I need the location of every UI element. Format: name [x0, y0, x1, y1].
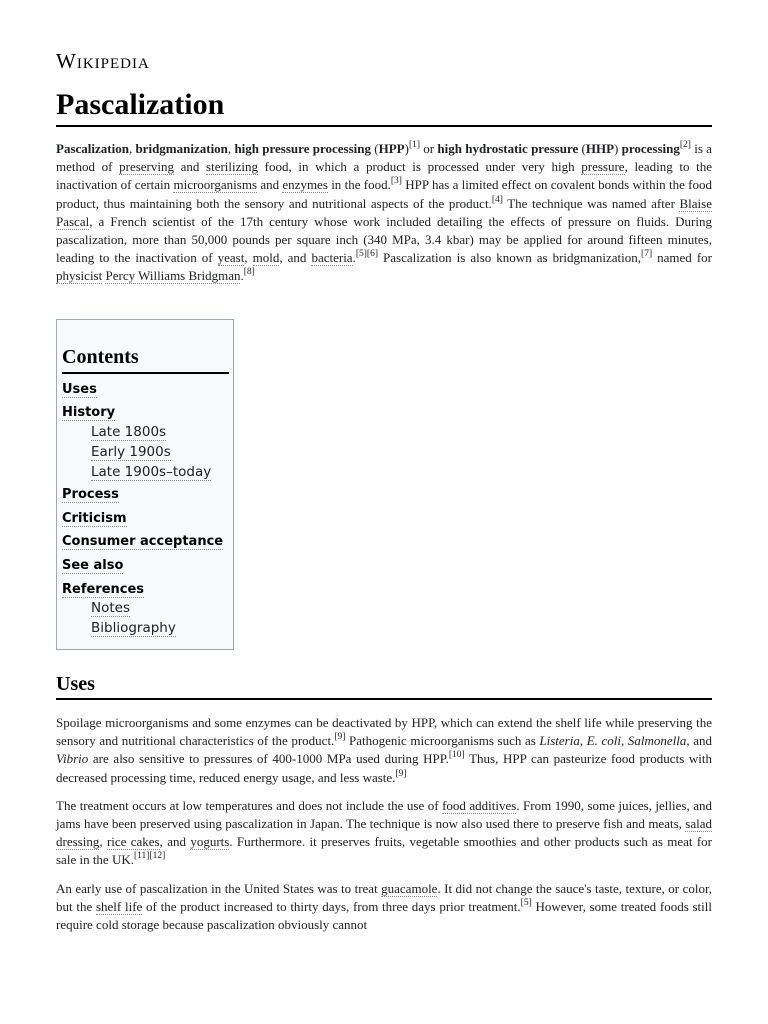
- toc-sublist: [62, 424, 228, 480]
- toc-item[interactable]: [62, 382, 228, 398]
- citation-ref[interactable]: [10]: [448, 750, 465, 761]
- toc-subitem[interactable]: [91, 444, 228, 460]
- section-heading-uses: Uses: [56, 671, 712, 700]
- citation-ref[interactable]: [12]: [149, 851, 166, 862]
- toc-item[interactable]: [62, 534, 228, 550]
- toc-item[interactable]: [62, 558, 228, 574]
- citation-ref[interactable]: [2]: [679, 140, 691, 150]
- wiki-link[interactable]: Percy Williams Bridgman: [105, 268, 241, 284]
- toc-subitem[interactable]: [91, 620, 228, 636]
- toc-item-label: History: [62, 405, 116, 421]
- toc-title: Contents: [62, 344, 229, 374]
- toc-item-label: Process: [62, 487, 119, 503]
- wiki-link[interactable]: guacamole: [381, 880, 438, 896]
- citation-ref[interactable]: [9]: [334, 732, 346, 743]
- citation-ref[interactable]: [4]: [491, 194, 503, 205]
- wiki-link[interactable]: Blaise Pascal: [56, 195, 712, 229]
- toc-subitem-label: Late 1900s–today: [91, 463, 212, 480]
- uses-paragraph: The treatment occurs at low temperatures and does not include the use of food additives. From 1990, some juices, jellies, and jams have been preserved using pascalization in Japan. The technique is now also used there to preserve fish and meats, salad dressing, rice cakes, and yogurts. Furthermore. it preserves fruits, vegetable smoothies and other products such as meat for sale in the UK.[11][12]: [56, 797, 712, 868]
- bold-term: processing: [621, 141, 680, 156]
- toc-subitem-label: Notes: [91, 600, 130, 617]
- lead-section: [56, 140, 712, 286]
- toc-list: [62, 382, 228, 637]
- italic-term: E. coli: [586, 733, 622, 749]
- citation-ref[interactable]: [9]: [395, 768, 407, 779]
- toc-item[interactable]: [62, 487, 228, 503]
- citation-ref[interactable]: [3]: [390, 176, 402, 187]
- wikipedia-wordmark[interactable]: Wikipedia: [56, 49, 150, 73]
- wiki-link[interactable]: microorganisms: [173, 177, 258, 193]
- toc-subitem[interactable]: [91, 424, 228, 440]
- wiki-link[interactable]: enzymes: [282, 177, 328, 193]
- citation-ref[interactable]: [5]: [355, 249, 367, 260]
- bold-term: HHP: [585, 141, 615, 156]
- toc-item[interactable]: [62, 405, 228, 479]
- toc-item-label: See also: [62, 557, 124, 573]
- citation-ref[interactable]: [5]: [520, 897, 532, 908]
- wiki-link[interactable]: sterilizing: [206, 159, 259, 175]
- wiki-link[interactable]: preserving: [119, 159, 174, 175]
- toc-subitem[interactable]: [91, 464, 228, 480]
- toc-subitem-label: Bibliography: [91, 620, 176, 637]
- wiki-link[interactable]: mold: [252, 250, 280, 266]
- wiki-link[interactable]: bacteria: [311, 250, 353, 266]
- citation-ref[interactable]: [11]: [133, 851, 150, 862]
- toc-item[interactable]: [62, 582, 228, 637]
- toc-subitem-label: Late 1800s: [91, 423, 167, 440]
- bold-term: high pressure processing: [234, 141, 371, 156]
- citation-ref[interactable]: [6]: [366, 249, 378, 260]
- italic-term: Vibrio: [56, 751, 89, 767]
- citation-ref[interactable]: [1]: [408, 140, 421, 150]
- uses-paragraph: Spoilage microorganisms and some enzymes can be deactivated by HPP, which can extend the shelf life while preserving the sensory and nutritional characteristics of the product.[9] Pathogenic microorganisms such as Listeria, E. coli, Salmonella, and Vibrio are also sensitive to pressures of 400-1000 MPa used during HPP.[10] Thus, HPP can pasteurize food products with decreased processing time, reduced energy usage, and less waste.[9]: [56, 715, 713, 785]
- toc-item-label: References: [62, 581, 145, 597]
- wiki-link[interactable]: physicist: [56, 268, 103, 284]
- wiki-link[interactable]: yogurts: [190, 834, 230, 850]
- italic-term: Listeria: [539, 733, 580, 749]
- lead-paragraph: Pascalization, bridgmanization, high pressure processing (HPP)[1] or high hydrostatic pressure (HHP) processing[2] is a method of preserving and sterilizing food, in which a product is processed under very high pressure, leading to the inactivation of certain microorganisms and enzymes in the food.[3] HPP has a limited effect on covalent bonds within the food product, thus maintaining both the sensory and nutritional aspects of the product.[4] The technique was named after Blaise Pascal, a French scientist of the 17th century whose work included detailing the effects of pressure on fluids. During pascalization, more than 50,000 pounds per square inch (340 MPa, 3.4 kbar) may be applied for around fifteen minutes, leading to the inactivation of yeast, mold, and bacteria.[5][6] Pascalization is also known as bridgmanization,[7] named for physicist Percy Williams Bridgman.[8]: [56, 140, 713, 284]
- bold-term: high hydrostatic pressure: [437, 141, 579, 156]
- table-of-contents: [56, 319, 234, 650]
- bold-term: HPP: [378, 141, 405, 156]
- wiki-link[interactable]: shelf life: [95, 898, 143, 914]
- italic-term: Salmonella: [627, 733, 687, 749]
- citation-ref[interactable]: [8]: [243, 267, 255, 278]
- wiki-link[interactable]: yeast: [217, 250, 245, 266]
- toc-item-label: Criticism: [62, 510, 127, 526]
- uses-paragraph: An early use of pascalization in the United States was to treat guacamole. It did not change the sauce's taste, texture, or color, but the shelf life of the product increased to thirty days, from three days prior treatment.[5] However, some treated foods still require cold storage because pascalization obviously cannot: [56, 880, 713, 933]
- wiki-link[interactable]: rice cakes: [106, 834, 160, 850]
- citation-ref[interactable]: [7]: [641, 249, 653, 260]
- page-title: Pascalization: [56, 86, 712, 127]
- wiki-link[interactable]: pressure: [581, 159, 625, 175]
- wiki-link[interactable]: salad dressing: [56, 816, 712, 850]
- toc-subitem[interactable]: [91, 600, 228, 616]
- toc-subitem-label: Early 1900s: [91, 443, 171, 460]
- wiki-link[interactable]: food additives: [442, 797, 517, 813]
- toc-item-label: Uses: [62, 381, 97, 397]
- bold-term: Pascalization: [56, 141, 129, 156]
- toc-item[interactable]: [62, 511, 228, 527]
- bold-term: bridgmanization: [135, 141, 228, 156]
- toc-item-label: Consumer acceptance: [62, 534, 224, 550]
- uses-section: [56, 714, 712, 944]
- toc-sublist: [62, 600, 228, 636]
